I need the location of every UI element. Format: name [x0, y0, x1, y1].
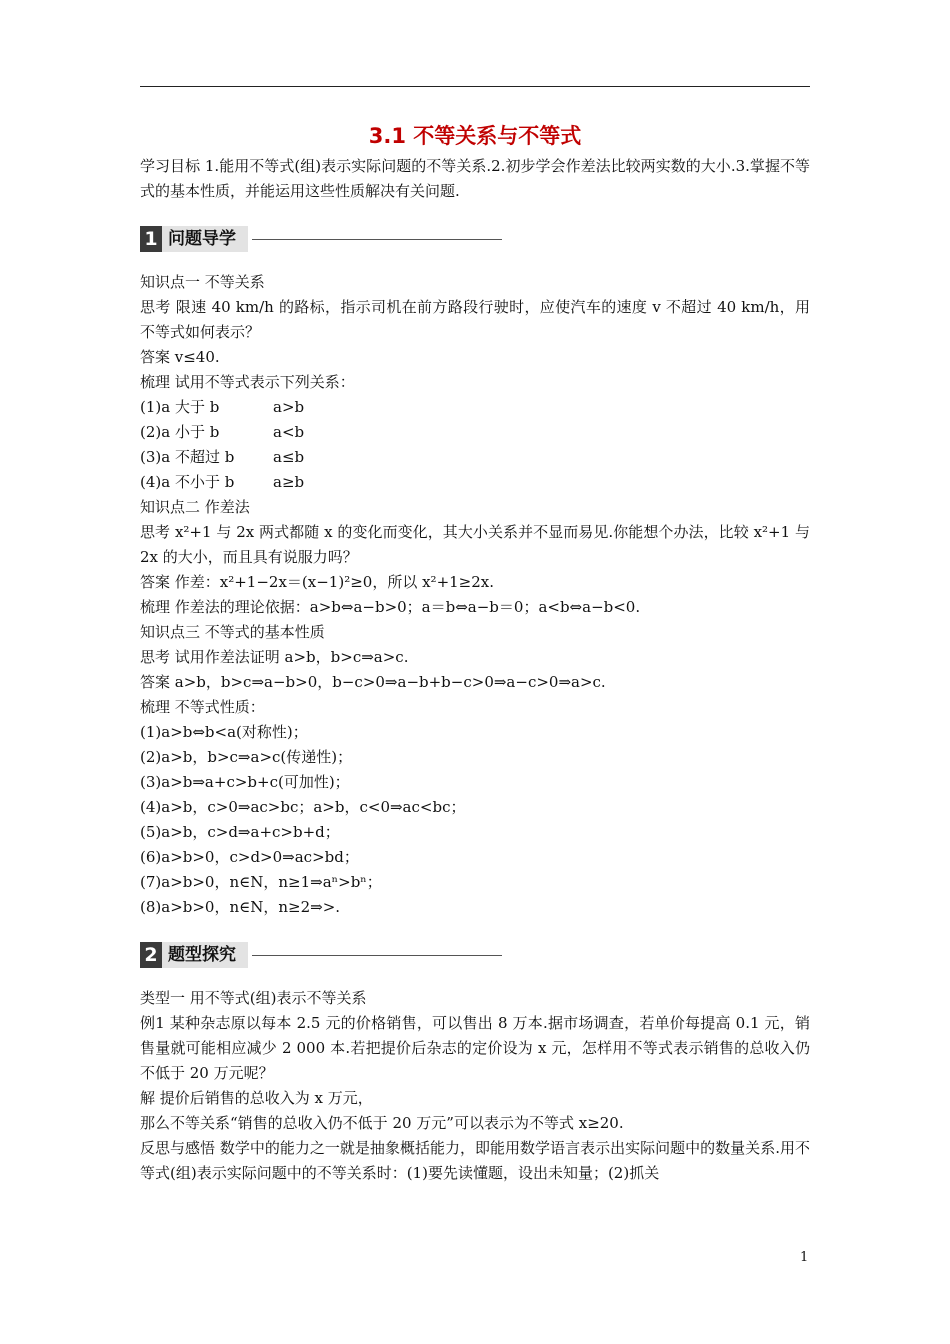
relation-inequality: a<b [273, 423, 305, 441]
section-header-1 [140, 224, 810, 254]
relation-item [140, 470, 810, 495]
section-badge [140, 942, 248, 968]
solution-line-2: 那么不等关系“销售的总收入仍不低于 20 万元”可以表示为不等式 x≥20. [140, 1114, 624, 1132]
relation-text: (2)a 小于 b [140, 423, 220, 441]
answer-3: 答案 a>b，b>c⇒a−b>0，b−c>0⇒a−b+b−c>0⇒a−c>0⇒a>c. [140, 673, 606, 691]
relation-inequality: a>b [273, 398, 305, 416]
knowledge-heading-3: 知识点三 不等式的基本性质 [140, 623, 325, 641]
page-title: 3.1 不等关系与不等式 [368, 124, 582, 148]
property-item: (1)a>b⇔b<a(对称性)； [140, 723, 308, 741]
relation-item [140, 420, 810, 445]
knowledge-heading-2: 知识点二 作差法 [140, 498, 250, 516]
type-heading-1: 类型一 用不等式(组)表示不等关系 [140, 989, 367, 1007]
think-3: 思考 试用作差法证明 a>b，b>c⇒a>c. [140, 648, 409, 666]
learning-objectives: 学习目标 1.能用不等式(组)表示实际问题的不等关系.2.初步学会作差法比较两实数的大小.3.掌握不等式的基本性质，并能运用这些性质解决有关问题. [140, 157, 810, 200]
section-header-2 [140, 940, 810, 970]
relation-text: (1)a 大于 b [140, 398, 220, 416]
section-number: 2 [140, 942, 162, 968]
document-body [140, 154, 810, 1186]
solution-line-1: 解 提价后销售的总收入为 x 万元， [140, 1089, 373, 1107]
property-item: (4)a>b，c>0⇒ac>bc；a>b，c<0⇒ac<bc； [140, 798, 466, 816]
relation-inequality: a≤b [273, 448, 305, 466]
section-rule [252, 239, 502, 240]
section-number: 1 [140, 226, 162, 252]
section-badge [140, 226, 248, 252]
property-item: (8)a>b>0，n∈N，n≥2⇒>. [140, 898, 341, 916]
answer-1: 答案 v≤40. [140, 348, 220, 366]
relation-inequality: a≥b [273, 473, 305, 491]
section-label: 题型探究 [168, 944, 236, 965]
knowledge-heading-1: 知识点一 不等关系 [140, 273, 265, 291]
property-item: (3)a>b⇒a+c>b+c(可加性)； [140, 773, 350, 791]
reflection: 反思与感悟 数学中的能力之一就是抽象概括能力，即能用数学语言表示出实际问题中的数量关系.用不等式(组)表示实际问题中的不等关系时：(1)要先读懂题，设出未知量；(2)抓关 [140, 1139, 810, 1182]
relation-text: (3)a 不超过 b [140, 448, 235, 466]
example-1: 例1 某种杂志原以每本 2.5 元的价格销售，可以售出 8 万本.据市场调查，若单价每提高 0.1 元，销售量就可能相应减少 2 000 本.若把提价后杂志的定价设为 x 元，怎样用不等式表示销售的总收入仍不低于 20 万元呢？ [140, 1014, 810, 1082]
relation-text: (4)a 不小于 b [140, 473, 235, 491]
think-2: 思考 x²+1 与 2x 两式都随 x 的变化而变化，其大小关系并不显而易见.你能想个办法，比较 x²+1 与 2x 的大小，而且具有说服力吗？ [140, 523, 810, 566]
summary-3: 梳理 不等式性质： [140, 698, 265, 716]
header-rule [140, 86, 810, 87]
relation-item [140, 445, 810, 470]
summary-2: 梳理 作差法的理论依据：a>b⇔a−b>0；a＝b⇔a−b＝0；a<b⇔a−b<0. [140, 598, 641, 616]
property-item: (6)a>b>0，c>d>0⇒ac>bd； [140, 848, 359, 866]
section-label: 问题导学 [168, 228, 236, 249]
section-rule [252, 955, 502, 956]
relation-item [140, 395, 810, 420]
property-item: (2)a>b，b>c⇒a>c(传递性)； [140, 748, 353, 766]
answer-2: 答案 作差：x²+1−2x＝(x−1)²≥0，所以 x²+1≥2x. [140, 573, 495, 591]
property-item: (7)a>b>0，n∈N，n≥1⇒aⁿ>bⁿ； [140, 873, 382, 891]
think-1: 思考 限速 40 km/h 的路标，指示司机在前方路段行驶时，应使汽车的速度 v 不超过 40 km/h，用不等式如何表示？ [140, 298, 810, 341]
summary-1: 梳理 试用不等式表示下列关系： [140, 373, 355, 391]
property-item: (5)a>b，c>d⇒a+c>b+d； [140, 823, 340, 841]
page-number: 1 [800, 1250, 809, 1265]
